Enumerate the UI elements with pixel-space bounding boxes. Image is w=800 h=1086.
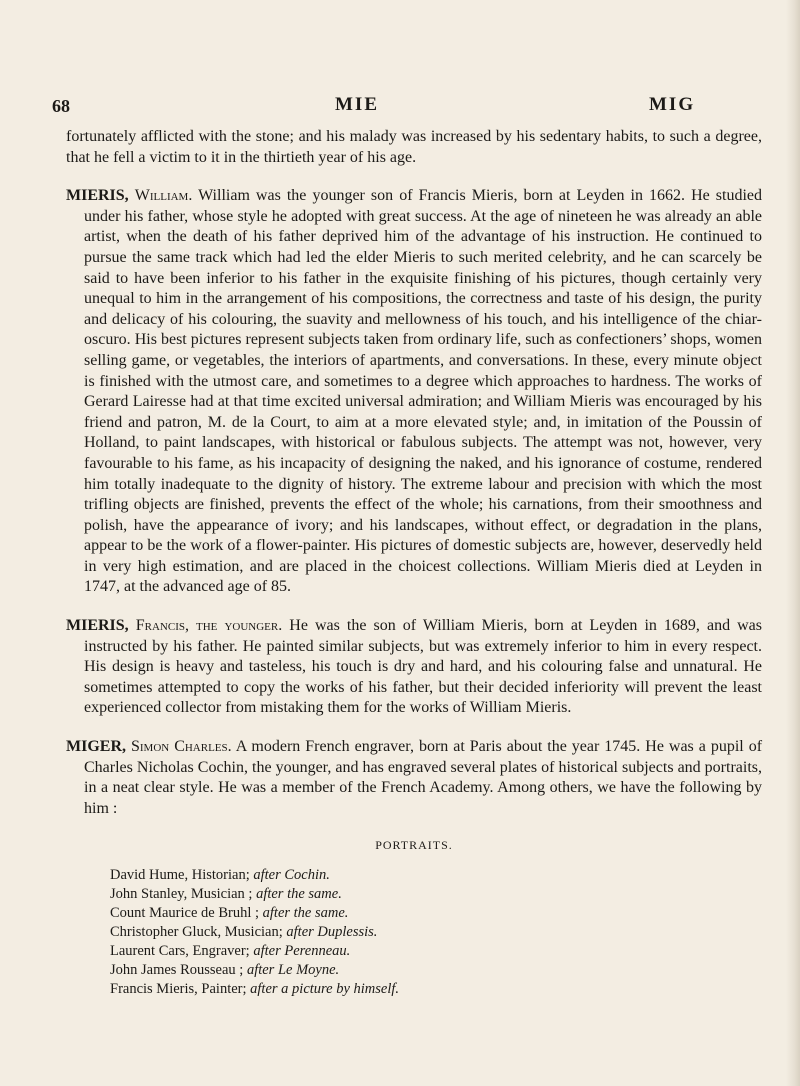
entry-forename: William. [134, 187, 193, 205]
portrait-credit: after a picture by himself. [250, 981, 400, 997]
portrait-credit: after Perenneau. [253, 943, 351, 959]
entry-text: He was the son of William Mieris, born at Leyden in 1689, and was instructed by his father. He painted similar subjects, but was extremely inferior to him in every respect. His design is heavy and tasteless, his touch is dry and hard, and his colouring false and unnatural. He sometimes attempted to copy the works of his father, but their decided inferiority will prevent the least experienced collector from mistaking them for the works of William Mieris. [84, 617, 762, 717]
running-header [52, 94, 762, 118]
portrait-credit: after the same. [256, 886, 342, 902]
portrait-item [110, 904, 762, 923]
entry-name: MIERIS, [66, 617, 129, 635]
portrait-credit: after Le Moyne. [246, 962, 340, 978]
portrait-item [110, 866, 762, 885]
portrait-item [110, 885, 762, 904]
portrait-credit: after the same. [262, 905, 349, 921]
entry-name: MIGER, [66, 738, 126, 756]
portrait-item [110, 923, 762, 942]
portrait-subject: David Hume, Historian; [110, 867, 250, 883]
portrait-subject: Count Maurice de Bruhl ; [110, 905, 260, 921]
page-edge [786, 0, 800, 1086]
entry-forename: Francis, the younger. [135, 617, 283, 635]
portrait-item [110, 942, 762, 961]
entry-text: A modern French engraver, born at Paris about the year 1745. He was a pupil of Charles Nicholas Cochin, the younger, and has engraved several plates of historical subjects and portraits, in a neat clear style. He was a member of the French Academy. Among others, we have the following by him : [84, 738, 763, 817]
entry-forename: Simon Charles. [130, 738, 232, 756]
entry-mieris-william [66, 186, 762, 598]
entry-text: William was the younger son of Francis Mieris, born at Leyden in 1662. He studied under his father, whose style he adopted with great success. At the age of nineteen he was already an able artist, when the death of his father deprived him of the advantage of his instruction. He continued to pursue the same track which had led the elder Mieris to such merited celebrity, and he can scarcely be said to have been inferior to his father in the exquisite finishing of his pictures, though certainly very unequal to him in the arrangement of his compositions, the correctness and taste of his design, the purity and delicacy of his colouring, the suavity and mellowness of his touch, and his intelligence of the chiar-oscuro. His best pictures represent subjects taken from ordinary life, such as confectioners’ shops, women selling game, or vegetables, the interiors of apartments, and conversations. In these, every minute object is finished with the utmost care, and sometimes to a degree which approaches to hardness. The works of Gerard Lairesse had at that time excited universal admiration; and William Mieris was encouraged by his friend and patron, M. de la Court, to aim at a more elevated style; and, in imitation of the Poussin of Holland, to paint landscapes, with historical or fabulous subjects. The attempt was not, however, very favourable to his fame, as his incapacity of designing the naked, and his ignorance of costume, rendered him totally inadequate to the dignity of history. The extreme labour and precision with which the most trifling objects are finished, prevents the effect of the whole; his carnations, from their smoothness and polish, have the appearance of ivory; and his landscapes, without effect, or degradation in the plans, appear to be the work of a flower-painter. His pictures of domestic subjects are, however, deservedly held in very high estimation, and are placed in the choicest collections. William Mieris died at Leyden in 1747, at the advanced age of 85. [84, 187, 762, 596]
portrait-subject: John James Rousseau ; [110, 962, 244, 978]
continued-paragraph: fortunately afflicted with the stone; and his malady was increased by his sedentary habits, to such a degree, that he fell a victim to it in the thirtieth year of his age. [66, 128, 762, 166]
portrait-subject: Francis Mieris, Painter; [110, 981, 247, 997]
portrait-subject: Christopher Gluck, Musician; [110, 924, 283, 940]
portraits-list [66, 866, 762, 999]
portraits-heading: PORTRAITS. [375, 838, 453, 853]
portrait-item [110, 980, 762, 999]
portrait-subject: John Stanley, Musician ; [110, 886, 253, 902]
portrait-credit: after Duplessis. [286, 924, 378, 940]
portrait-credit: after Cochin. [253, 867, 330, 883]
portrait-subject: Laurent Cars, Engraver; [110, 943, 250, 959]
page-body [66, 127, 762, 999]
entry-mieris-francis [66, 616, 762, 719]
portrait-item [110, 961, 762, 980]
page-number: 68 [52, 96, 70, 116]
left-running-head: MIE [335, 94, 379, 115]
entry-name: MIERIS, [66, 187, 129, 205]
entry-miger-simon-charles [66, 737, 762, 819]
right-running-head: MIG [649, 94, 696, 115]
